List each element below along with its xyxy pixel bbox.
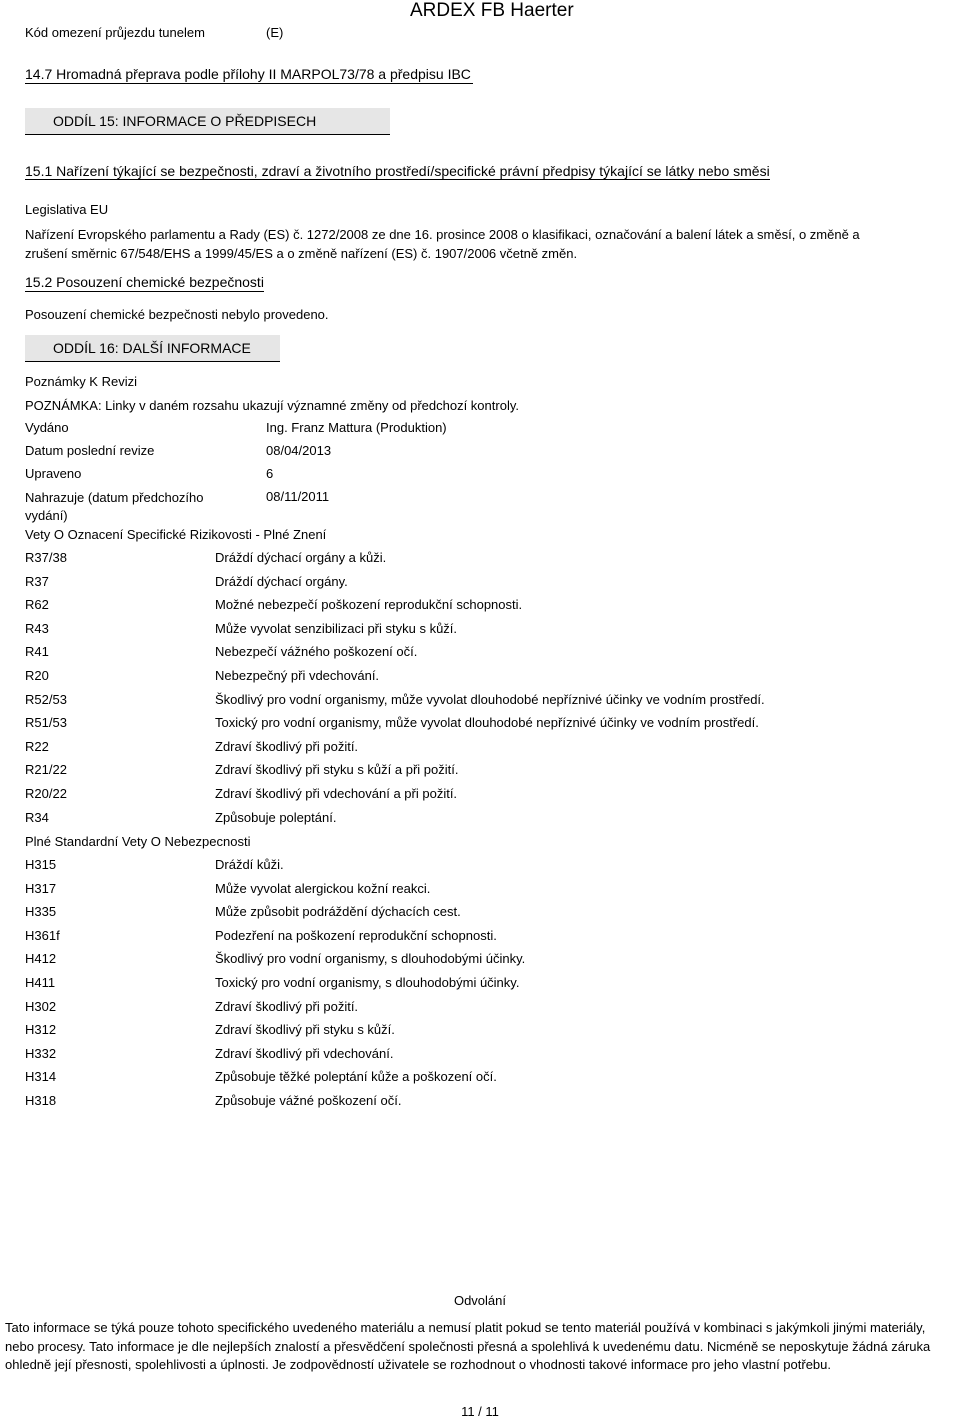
section-16-title: ODDÍL 16: DALŠÍ INFORMACE: [53, 340, 251, 356]
disclaimer-title: Odvolání: [453, 1293, 507, 1308]
issued-value: Ing. Franz Mattura (Produktion): [266, 420, 447, 435]
r-phrase-code: R20/22: [25, 786, 67, 801]
r-phrase-code: R20: [25, 668, 49, 683]
safety-assessment-text: Posouzení chemické bezpečnosti nebylo provedeno.: [25, 307, 329, 322]
subsection-14-7-heading: 14.7 Hromadná přeprava podle přílohy II MARPOL73/78 a předpisu IBC: [25, 66, 471, 82]
h-phrase-text: Podezření na poškození reprodukční schopnosti.: [215, 927, 497, 943]
r-phrase-code: R52/53: [25, 691, 67, 707]
h-phrase-code: H412: [25, 951, 57, 967]
tunnel-restriction-label: Kód omezení průjezdu tunelem: [25, 25, 205, 40]
h-phrase-text: Toxický pro vodní organismy, s dlouhodobými účinky.: [215, 975, 520, 990]
product-name: ARDEX FB Haerter: [410, 0, 574, 21]
r-phrase-code: R41: [25, 644, 49, 660]
h-phrase-code: H315: [25, 857, 57, 872]
r-phrase-code: R51/53: [25, 715, 67, 731]
revised-label: Upraveno: [25, 466, 82, 481]
issued-label: Vydáno: [25, 420, 69, 435]
h-phrase-text: Může způsobit podráždění dýchacích cest.: [215, 904, 461, 920]
section-16-header: [25, 335, 280, 362]
h-phrase-code: H411: [25, 975, 56, 990]
h-phrase-text: Zdraví škodlivý při styku s kůží.: [215, 1022, 395, 1038]
h-phrase-text: Způsobuje těžké poleptání kůže a poškození očí.: [215, 1069, 497, 1085]
legislation-label: Legislativa EU: [25, 202, 109, 217]
h-phrase-text: Může vyvolat alergickou kožní reakci.: [215, 880, 431, 896]
h-phrase-code: H318: [25, 1093, 57, 1108]
r-phrase-text: Dráždí dýchací orgány a kůži.: [215, 550, 387, 565]
h-phrase-code: H361f: [25, 927, 60, 943]
h-phrase-text: Způsobuje vážné poškození očí.: [215, 1093, 402, 1108]
r-phrase-text: Dráždí dýchací orgány.: [215, 573, 348, 589]
revision-notes-title: Poznámky K Revizi: [25, 374, 137, 389]
page-number: 11 / 11: [461, 1404, 499, 1419]
r-phrase-code: R37/38: [25, 550, 67, 565]
r-phrase-text: Možné nebezpečí poškození reprodukční schopnosti.: [215, 597, 523, 613]
r-phrase-text: Nebezpečí vážného poškození očí.: [215, 644, 418, 660]
replaces-label: Nahrazuje (datum předchozího vydání): [25, 490, 204, 523]
r-phrase-text: Zdraví škodlivý při vdechování a při požití.: [215, 786, 458, 801]
r-phrase-text: Nebezpečný při vdechování.: [215, 668, 380, 683]
r-phrase-code: R21/22: [25, 762, 67, 778]
replaces-value: 08/11/2011: [266, 489, 330, 504]
r-phrase-code: R62: [25, 597, 49, 613]
section-15-title: ODDÍL 15: INFORMACE O PŘEDPISECH: [53, 113, 317, 129]
h-phrase-text: Zdraví škodlivý při vdechování.: [215, 1045, 394, 1061]
last-revision-label: Datum poslední revize: [25, 443, 155, 458]
subsection-15-1-heading-text: 15.1 Nařízení týkající se bezpečnosti, zdraví a životního prostředí/specifické právní předpisy týkající se látky nebo směsi: [25, 163, 770, 179]
r-phrase-text: Zdraví škodlivý při styku s kůží a při požití.: [215, 762, 459, 778]
r-phrase-code: R22: [25, 738, 49, 754]
h-phrase-code: H314: [25, 1069, 57, 1085]
h-phrase-code: H332: [25, 1045, 57, 1061]
regulation-text: Nařízení Evropského parlamentu a Rady (ES) č. 1272/2008 ze dne 16. prosince 2008 o klasifikaci, označování a balení látek a směsí, o změně a zrušení směrnic 67/548/EHS a 1999/45/ES a o změně nařízení (ES) č. 1907/2006 včetně změn.: [25, 227, 860, 261]
h-phrase-text: Škodlivý pro vodní organismy, s dlouhodobými účinky.: [215, 951, 526, 967]
h-phrase-code: H317: [25, 880, 57, 896]
r-phrase-text: Škodlivý pro vodní organismy, může vyvolat dlouhodobé nepříznivé účinky ve vodním prostředí.: [215, 691, 765, 707]
revised-value: 6: [266, 466, 274, 481]
h-phrase-code: H335: [25, 904, 57, 920]
r-phrases-title: Vety O Oznacení Specifické Rizikovosti - Plné Znení: [25, 527, 327, 542]
h-phrase-text: Zdraví škodlivý při požití.: [215, 998, 359, 1014]
subsection-15-2-heading: 15.2 Posouzení chemické bezpečnosti: [25, 274, 264, 290]
h-phrase-text: Dráždí kůži.: [215, 857, 284, 872]
r-phrase-code: R43: [25, 620, 49, 636]
last-revision-value: 08/04/2013: [266, 443, 332, 458]
r-phrase-text: Může vyvolat senzibilizaci při styku s kůží.: [215, 620, 458, 636]
r-phrase-code: R34: [25, 809, 49, 825]
h-phrases-title: Plné Standardní Vety O Nebezpecnosti: [25, 834, 251, 849]
section-15-header: [25, 108, 390, 135]
r-phrase-code: R37: [25, 573, 49, 589]
h-phrase-code: H312: [25, 1022, 57, 1038]
r-phrase-text: Způsobuje poleptání.: [215, 809, 337, 825]
disclaimer-text: Tato informace se týká pouze tohoto specifického uvedeného materiálu a nemusí platit pokud se tento materiál používá v kombinaci s jakýmkoli jinými materiály, nebo procesy. Tato informace je dle nejlepších znalostí a přesvědčení společnosti přesná a spolehlivá k uvedenému datu. Nicméně se neposkytuje žádná záruka ohledně její přesnosti, spolehlivosti a úplnosti. Je zodpovědností uživatele se rozhodnout o vhodnosti takové informace pro jeho vlastní potřebu.: [5, 1320, 931, 1372]
r-phrase-text: Toxický pro vodní organismy, může vyvolat dlouhodobé nepříznivé účinky ve vodním prostředí.: [215, 715, 759, 731]
h-phrase-code: H302: [25, 998, 57, 1014]
r-phrase-text: Zdraví škodlivý při požití.: [215, 738, 359, 754]
subsection-15-1-heading: [25, 161, 825, 181]
revision-notes-text: POZNÁMKA: Linky v daném rozsahu ukazují významné změny od předchozí kontroly.: [25, 398, 519, 413]
tunnel-restriction-value: (E): [266, 25, 284, 40]
